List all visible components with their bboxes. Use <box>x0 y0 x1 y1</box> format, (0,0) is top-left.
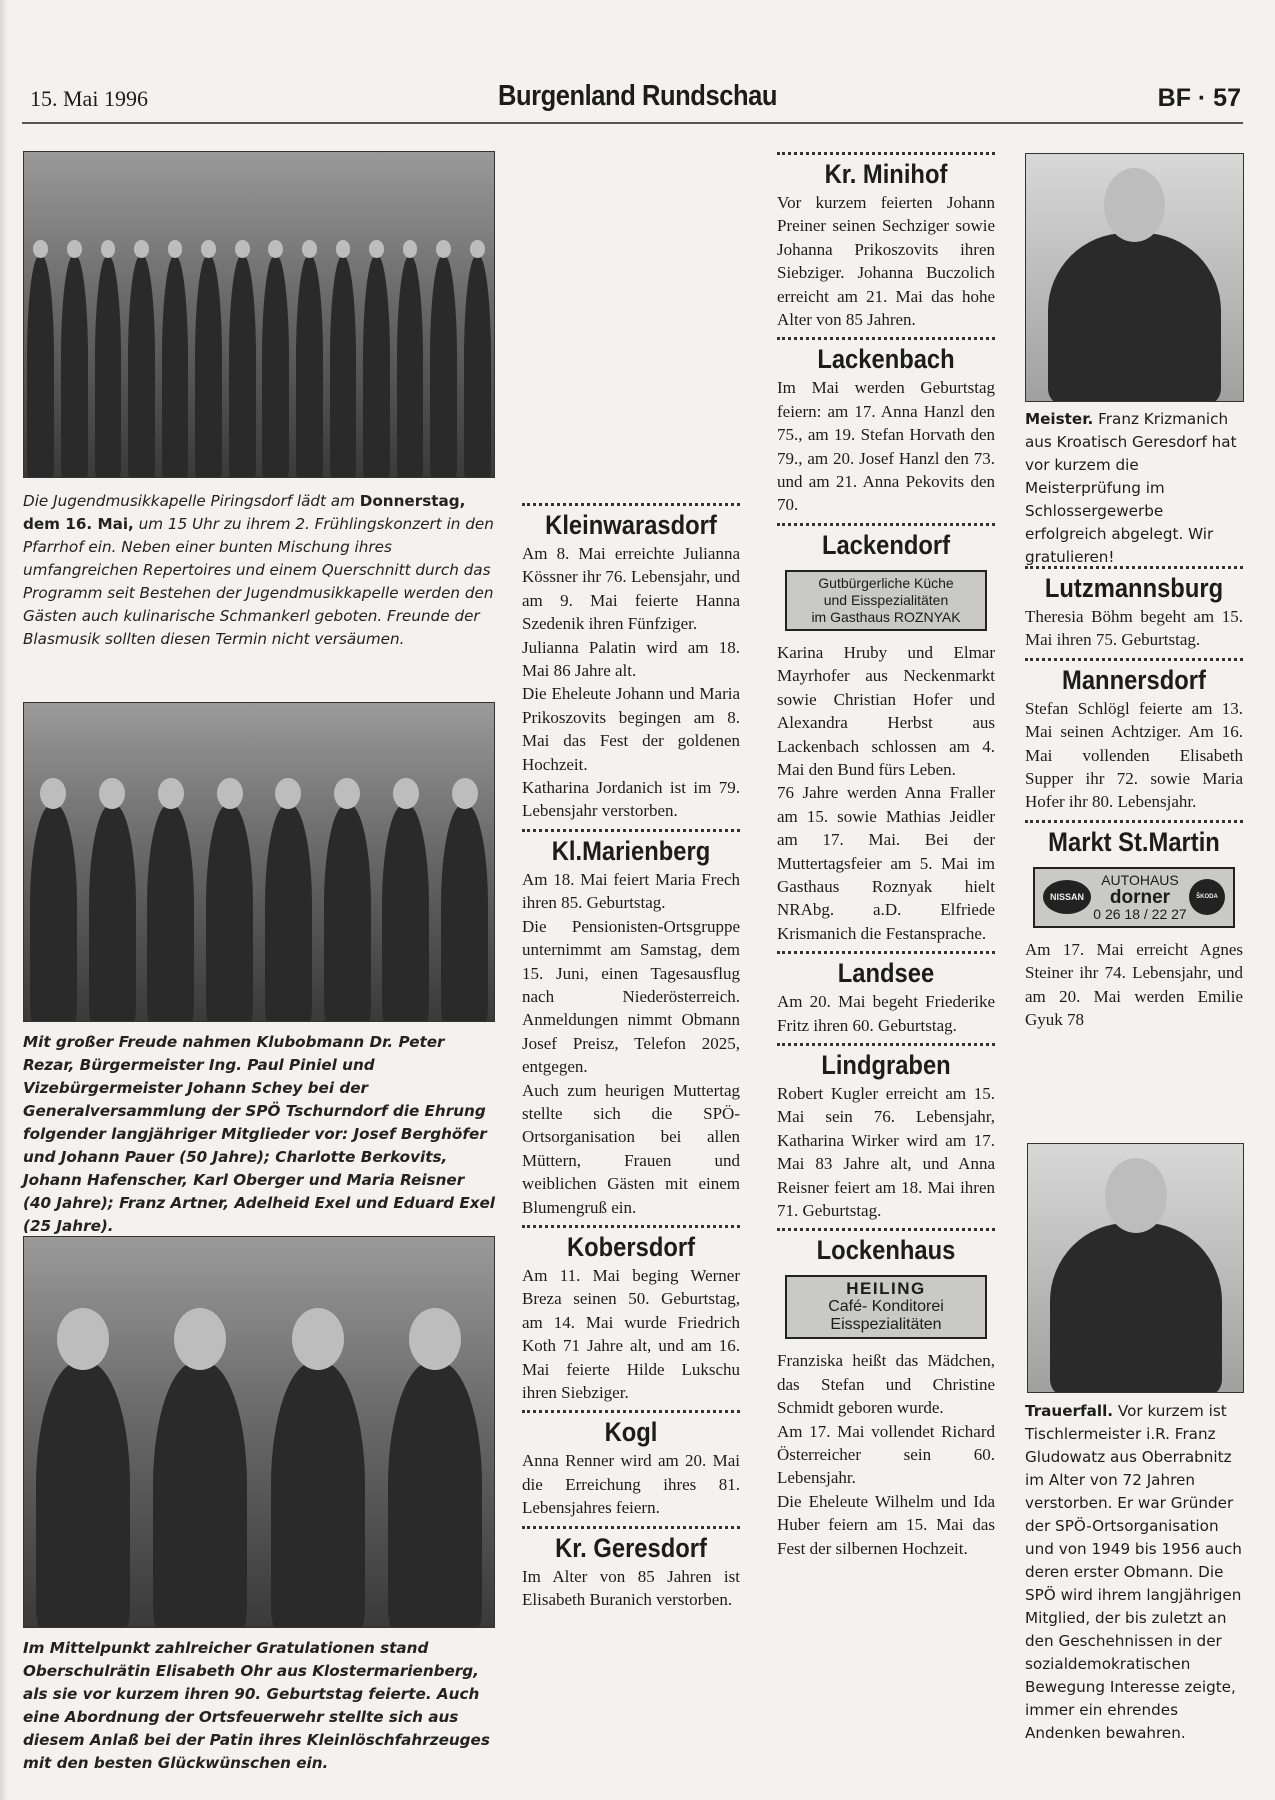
dotted-divider <box>777 1043 995 1046</box>
person-head <box>409 1308 461 1370</box>
caption-trauerfall <box>1025 1400 1245 1745</box>
news-paragraph: Am 17. Mai vollendet Richard Österreicher sein 60. Lebensjahr. <box>777 1421 995 1488</box>
person-head <box>275 778 301 809</box>
person-head <box>174 1308 226 1370</box>
ad-name: dorner <box>1109 886 1171 908</box>
news-paragraph: Am 18. Mai feiert Maria Frech ihren 85. Geburtstag. <box>522 869 740 913</box>
news-paragraph: Karina Hruby und Elmar Mayrhofer aus Neckenmarkt sowie Christian Hofer und Alexandra Herbst aus Lackenbach schlossen am 4. Mai den Bund fürs Leben. <box>777 642 995 779</box>
news-paragraph: Robert Kugler erreicht am 15. Mai sein 76. Lebensjahr, Katharina Wirker wird am 17. Mai 83 Jahre alt, und Anna Reisner feiert am 18. Mai ihren 71. Geburtstag. <box>777 1083 995 1220</box>
person-silhouette <box>262 256 289 478</box>
person-silhouette <box>30 805 77 1022</box>
section-title: Lindgraben <box>821 1049 951 1080</box>
dotted-divider <box>522 1526 740 1529</box>
person-silhouette <box>61 256 88 478</box>
news-paragraph: 76 Jahre werden Anna Fraller am 15. sowie Mathias Jeidler am 17. Mai. Bei der Muttertagsfeier am 5. Mai im Gasthaus Roznyak hielt NRAbg. a.D. Elfriede Krismanich die Festansprache. <box>777 783 995 943</box>
person-silhouette <box>206 805 253 1022</box>
news-paragraph: Im Alter von 85 Jahren ist Elisabeth Buranich verstorben. <box>522 1566 740 1610</box>
person-head <box>393 778 419 809</box>
person-head <box>33 240 48 258</box>
person-silhouette <box>27 256 54 478</box>
section-title: Lackendorf <box>821 529 951 560</box>
person-head <box>302 240 317 258</box>
news-paragraph: Die Pensionisten-Ortsgruppe unternimmt am Samstag, dem 15. Juni, einen Tagesausflug nach Niederösterreich. Anmeldungen nimmt Obmann Josef Preisz, Telefon 2025, entgegen. <box>522 916 740 1077</box>
person-head <box>67 240 82 258</box>
person-silhouette <box>330 256 357 478</box>
news-paragraph: Vor kurzem feierten Johann Preiner seinen Sechziger sowie Johanna Prikoszovits ihren Siebziger. Johanna Buczolich erreicht am 21. Mai das hohe Alter von 85 Jahren. <box>777 193 995 330</box>
caption-geburtstag-ohr: Im Mittelpunkt zahlreicher Gratulationen stand Oberschulrätin Elisabeth Ohr aus Klostermarienberg, als sie vor kurzem ihren 90. Geburtstag feierte. Auch eine Abordnung der Ortsfeuerwehr stellte sich aus diesem Anlaß bei der Patin ihres Kleinlöschfahrzeuges mit den besten Glückwünschen ein. <box>23 1639 490 1772</box>
section-title: Landsee <box>837 958 935 989</box>
ad-gasthaus-roznyak <box>785 570 987 631</box>
dotted-divider <box>522 829 740 832</box>
issue-date: 15. Mai 1996 <box>30 86 148 111</box>
dotted-divider <box>522 503 740 506</box>
section-title: Kleinwarasdorf <box>545 510 717 540</box>
person-head <box>101 240 116 258</box>
person-head <box>268 240 283 258</box>
dotted-divider <box>777 152 995 155</box>
person-head <box>40 778 66 809</box>
person-silhouette <box>229 256 256 478</box>
person-silhouette <box>388 1362 482 1628</box>
caption-text: Franz Krizmanich aus Kroatisch Geresdorf hat vor kurzem die Meisterprüfung im Schlossergewerbe erfolgreich abgelegt. Wir gratulieren! <box>1025 410 1237 566</box>
dotted-divider <box>777 337 995 340</box>
ad-phone: 0 26 18 / 22 27 <box>1093 905 1187 922</box>
news-paragraph: Katharina Jordanich ist im 79. Lebensjahr verstorben. <box>522 778 740 821</box>
person-head <box>336 240 351 258</box>
ad-line: Café- Konditorei <box>828 1298 944 1316</box>
person-silhouette <box>464 256 491 478</box>
section-title: Kr. Minihof <box>824 159 948 189</box>
news-paragraph: Stefan Schlögl feierte am 13. Mai seinen Achtziger. Am 16. Mai vollenden Elisabeth Supper ihr 72. sowie Maria Hofer ihr 80. Lebensjahr. <box>1025 698 1243 812</box>
caption-spoe-tschurndorf: Mit großer Freude nahmen Klubobmann Dr. Peter Rezar, Bürgermeister Ing. Paul Piniel und Vizebürgermeister Johann Schey bei der Generalversammlung der SPÖ Tschurndorf die Ehrung folgender langjähriger Mitglieder vor: Josef Berghöfer und Johann Pauer (50 Jahre); Charlotte Berkovits, Johann Hafenscher, Karl Oberger und Maria Reisner (40 Jahre); Franz Artner, Adelheid Exel und Eduard Exel (25 Jahre). <box>23 1033 496 1235</box>
ad-line: HEILING <box>846 1279 926 1299</box>
news-paragraph: Auch zum heurigen Muttertag stellte sich die SPÖ-Ortsorganisation bei allen Müttern, Frauen und weiblichen Gästen mit einem Blumengruß ein. <box>522 1080 740 1217</box>
dotted-divider <box>522 1410 740 1413</box>
caption-text: Vor kurzem ist Tischlermeister i.R. Franz Gludowatz aus Oberrabnitz im Alter von 72 Jahren verstorben. Er war Gründer der SPÖ-Ortsorganisation und von 1949 bis 1956 auch deren erster Obmann. Die SPÖ wird ihrem langjährigen Mitglied, der bis zuletzt an den Geschehnissen in der sozialdemokratischen Bewegung Interesse zeigte, immer ein ehrendes Andenken bewahren. <box>1025 1402 1242 1742</box>
person-head <box>201 240 216 258</box>
person-silhouette <box>382 805 429 1022</box>
ad-line: und Eisspezialitäten <box>823 591 949 608</box>
person-silhouette <box>195 256 222 478</box>
section-title: Lackenbach <box>817 344 955 375</box>
person-silhouette <box>363 256 390 478</box>
person-silhouette <box>397 256 424 478</box>
column-4 <box>1025 560 1243 1031</box>
section-title: Kogl <box>604 1417 658 1448</box>
photo-krizmanich <box>1025 153 1244 402</box>
page-edge <box>0 0 8 1800</box>
caption-musikkapelle <box>23 490 495 651</box>
news-paragraph: Julianna Palatin wird am 18. Mai 86 Jahre alt. <box>522 637 740 681</box>
section-title: Kl.Marienberg <box>551 835 711 866</box>
news-paragraph: Am 11. Mai beging Werner Breza seinen 50. Geburtstag, am 14. Mai wurde Friedrich Koth 71 Jahre alt, und am 16. Mai feierte Hilde Lukschu ihren Siebziger. <box>522 1265 740 1402</box>
person-silhouette <box>95 256 122 478</box>
ad-line: AUTOHAUS <box>1101 871 1179 888</box>
section-title: Kr. Geresdorf <box>555 1532 707 1563</box>
person-head <box>57 1308 109 1370</box>
dotted-divider <box>777 951 995 954</box>
news-paragraph: Die Eheleute Wilhelm und Ida Huber feiern am 15. Mai das Fest der silbernen Hochzeit. <box>777 1491 995 1558</box>
section-title: Mannersdorf <box>1062 664 1206 695</box>
person-silhouette <box>147 805 194 1022</box>
photo-geburtstag-ohr <box>23 1236 495 1628</box>
photo-musikkapelle <box>23 151 495 478</box>
photo-gludowatz <box>1027 1143 1244 1393</box>
dotted-divider <box>1025 658 1243 661</box>
person-head <box>99 778 125 809</box>
section-title: Markt St.Martin <box>1048 826 1220 857</box>
news-paragraph: Am 20. Mai begeht Friederike Fritz ihren 60. Geburtstag. <box>777 992 995 1035</box>
person-silhouette <box>1048 233 1222 402</box>
photo-spoe-tschurndorf <box>23 702 495 1022</box>
news-paragraph: Theresia Böhm begeht am 15. Mai ihren 75. Geburtstag. <box>1025 607 1243 650</box>
person-silhouette <box>1050 1223 1222 1393</box>
news-paragraph: Franziska heißt das Mädchen, das Stefan und Christine Schmidt geboren wurde. <box>777 1351 995 1418</box>
ad-line: Eisspezialitäten <box>830 1316 942 1334</box>
person-head <box>168 240 183 258</box>
person-silhouette <box>271 1362 365 1628</box>
person-silhouette <box>265 805 312 1022</box>
person-silhouette <box>430 256 457 478</box>
caption-meister <box>1025 408 1245 569</box>
column-2 <box>522 497 740 1611</box>
person-silhouette <box>128 256 155 478</box>
ad-line: Gutbürgerliche Küche <box>818 574 954 591</box>
person-head <box>470 240 485 258</box>
news-paragraph: Die Eheleute Johann und Maria Prikoszovits begingen am 8. Mai das Fest der goldenen Hochzeit. <box>522 684 740 774</box>
caption-segment: Die Jugendmusikkapelle Piringsdorf lädt am <box>23 492 360 510</box>
dotted-divider <box>1025 566 1243 569</box>
caption-lead: Meister. <box>1025 410 1094 428</box>
news-paragraph: Am 8. Mai erreichte Julianna Kössner ihr 76. Lebensjahr, und am 9. Mai feierte Hanna Szedenik ihren Fünfziger. <box>522 544 740 634</box>
dotted-divider <box>777 1228 995 1231</box>
ad-cafe-heiling <box>785 1275 987 1339</box>
person-head <box>292 1308 344 1370</box>
person-silhouette <box>89 805 136 1022</box>
person-silhouette <box>153 1362 247 1628</box>
section-title: Kobersdorf <box>566 1231 696 1262</box>
person-silhouette <box>441 805 488 1022</box>
person-silhouette <box>296 256 323 478</box>
person-silhouette <box>162 256 189 478</box>
person-silhouette <box>324 805 371 1022</box>
column-3 <box>777 146 995 1560</box>
news-paragraph: Im Mai werden Geburtstag feiern: am 17. Anna Hanzl den 75., am 19. Stefan Horvath den 79., am 20. Josef Hanzl den 73. und am 21. Anna Pekovits den 70. <box>777 378 995 515</box>
person-head <box>134 240 149 258</box>
section-title: Lutzmannsburg <box>1044 573 1224 603</box>
person-head <box>369 240 384 258</box>
caption-segment: Donnerstag, dem 16. Mai, <box>23 492 466 533</box>
person-head <box>403 240 418 258</box>
nissan-logo-icon: NISSAN <box>1043 880 1091 914</box>
person-head <box>1105 1158 1167 1232</box>
person-silhouette <box>36 1362 130 1628</box>
person-head <box>452 778 478 809</box>
dotted-divider <box>522 1225 740 1228</box>
section-title: Lockenhaus <box>816 1235 956 1266</box>
caption-lead: Trauerfall. <box>1025 1402 1114 1420</box>
news-paragraph: Am 17. Mai erreicht Agnes Steiner ihr 74. Lebensjahr, und am 20. Mai werden Emilie Gyuk 78 <box>1025 939 1243 1030</box>
person-head <box>217 778 243 809</box>
ad-line: im Gasthaus ROZNYAK <box>811 608 961 625</box>
page-number: BF · 57 <box>1157 84 1241 112</box>
newspaper-title: Burgenland Rundschau <box>497 80 778 112</box>
person-head <box>235 240 250 258</box>
person-head <box>334 778 360 809</box>
dotted-divider <box>777 523 995 526</box>
news-paragraph: Anna Renner wird am 20. Mai die Erreichung ihres 81. Lebensjahres feiern. <box>522 1451 740 1518</box>
caption-segment: um 15 Uhr zu ihrem 2. Frühlingskonzert in den Pfarrhof ein. Neben einer bunten Mischung ihres umfangreichen Repertoires und einem Querschnitt durch das Programm seit Bestehen der Jugendmusikkapelle werden den Gästen auch kulinarische Schmankerl geboten. Freunde der Blasmusik sollten diesen Termin nicht versäumen. <box>23 515 494 648</box>
header-rule <box>22 122 1243 124</box>
skoda-logo-icon: ŠKODA <box>1189 879 1225 915</box>
person-head <box>1104 168 1166 242</box>
ad-autohaus-dorner <box>1033 867 1235 928</box>
person-head <box>436 240 451 258</box>
person-head <box>158 778 184 809</box>
dotted-divider <box>1025 820 1243 823</box>
